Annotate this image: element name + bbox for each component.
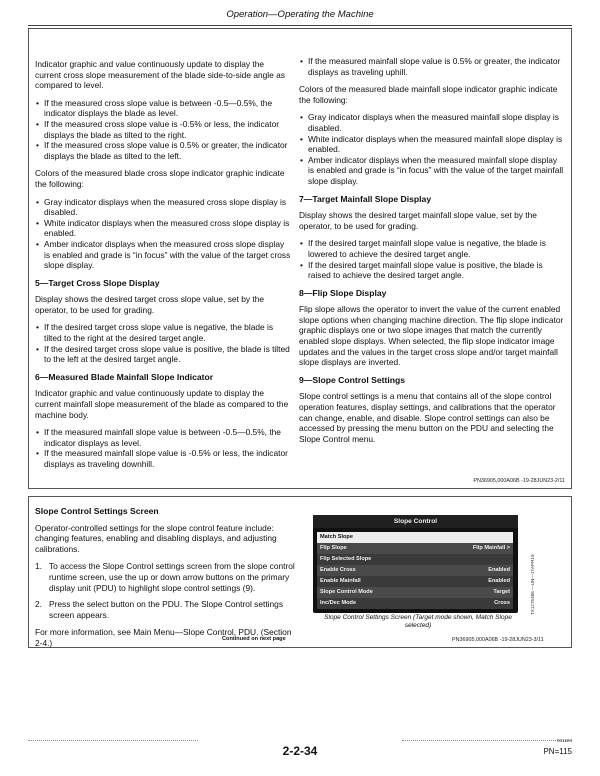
row-label: Match Slope [320, 534, 353, 540]
bullet-list [299, 112, 565, 186]
section-heading: 7—Target Mainfall Slope Display [299, 193, 432, 204]
settings-text-column [35, 506, 300, 656]
screen-row-flip-selected [317, 554, 513, 565]
list-item: • White indicator displays when the measured cross slope display is enabled. [35, 218, 292, 239]
list-item: • If the measured cross slope value is -0.5% or less, the indicator displays the blade as tilted to the right. [35, 119, 292, 140]
step-number: 2. [35, 599, 42, 610]
row-label: Slope Control Mode [320, 589, 373, 595]
list-item: • If the measured cross slope value is 0.5% or greater, the indicator displays the blade as tilted to the left. [35, 140, 292, 161]
list-item: • If the desired target cross slope value is positive, the blade is tilted to the left at the desired target angle. [35, 344, 292, 365]
footer-pn: PN=115 [543, 747, 572, 756]
reference-code: PN36905,000A06B -19-28JUN23-3/11 [452, 637, 544, 643]
paragraph: Operator-controlled settings for the slope control feature include: changing features, enabling and disabling displays, and adjusting calibrations. [35, 522, 277, 554]
left-column [35, 59, 292, 477]
row-value: Cross [494, 600, 510, 606]
screen-row-incdec-mode [317, 598, 513, 609]
row-label: Flip Selected Slope [320, 556, 372, 562]
section-heading: 6—Measured Blade Mainfall Slope Indicator [35, 371, 214, 382]
right-column [299, 56, 565, 451]
paragraph: Colors of the measured blade mainfall slope indicator graphic indicate the following: [299, 84, 558, 105]
footer-rule [402, 740, 572, 741]
row-label: Inc/Dec Mode [320, 600, 357, 606]
list-item: • If the measured mainfall slope value is -0.5% or less, the indicator displays as traveling downhill. [35, 448, 292, 469]
bullet-list [35, 427, 292, 469]
list-item: • If the measured cross slope value is between -0.5—0.5%, the indicator displays the blade as level. [35, 98, 292, 119]
bullet-list [35, 98, 292, 162]
bullet-list [35, 322, 292, 364]
continued-note: Continued on next page [222, 636, 286, 642]
paragraph: For more information, see Main Menu—Slope Control, PDU. (Section 2-4.) [35, 627, 292, 648]
screen-row-control-mode [317, 587, 513, 598]
page-number: 2-2-34 [282, 744, 318, 758]
list-item: • If the measured mainfall slope value is between -0.5—0.5%, the indicator displays as level. [35, 427, 292, 448]
screen-row-enable-mainfall [317, 576, 513, 587]
list-item: • Gray indicator displays when the measured cross slope display is disabled. [35, 197, 292, 218]
slope-control-screen-image [313, 515, 518, 613]
list-item: • If the desired target mainfall slope value is positive, the blade is raised to achieve the desired target angle. [299, 260, 565, 281]
section-heading: 8—Flip Slope Display [299, 287, 387, 298]
list-item: • If the measured mainfall slope value is 0.5% or greater, the indicator displays as traveling uphill. [299, 56, 565, 77]
row-value: Enabled [488, 567, 510, 573]
section-heading: 5—Target Cross Slope Display [35, 277, 160, 288]
screen-title: Slope Control [313, 515, 518, 528]
list-item: • Amber indicator displays when the measured cross slope display is enabled and grade is “in focus” with the value of the target cross slope display. [35, 239, 292, 271]
screen-row-flip-slope [317, 543, 513, 554]
page-header: Operation—Operating the Machine [226, 9, 374, 20]
paragraph: Colors of the measured blade cross slope indicator graphic indicate the following: [35, 168, 285, 189]
step-number: 1. [35, 561, 42, 572]
figure-code: TX1275486 —UN—17APR19 [530, 554, 535, 615]
list-item: • Amber indicator displays when the measured mainfall slope display is enabled and grade is “in focus” with the value of the target mainfall slope display. [299, 155, 565, 187]
section-top [28, 28, 572, 489]
paragraph: Indicator graphic and value continuously update to display the current mainfall slope measurement of the blade as compared to the machine body. [35, 388, 289, 420]
screen-row-match-slope [317, 532, 513, 543]
footer-code: 031224 [556, 738, 572, 743]
section-title: Slope Control Settings Screen [35, 506, 159, 516]
row-label: Flip Slope [320, 545, 347, 551]
row-value: Enabled [488, 578, 510, 584]
header-rule [28, 25, 572, 26]
list-item: • White indicator displays when the measured mainfall slope display is enabled. [299, 134, 565, 155]
list-item: • If the desired target mainfall slope value is negative, the blade is lowered to achieve the desired target angle. [299, 238, 565, 259]
paragraph: Display shows the desired target mainfall slope value, set by the operator, to be used for grading. [299, 210, 537, 231]
bullet-list [35, 197, 292, 271]
section-heading: 9—Slope Control Settings [299, 374, 405, 385]
paragraph: Indicator graphic and value continuously update to display the current cross slope measurement of the blade side-to-side angle as compared to level. [35, 59, 285, 91]
step-text: To access the Slope Control settings screen from the slope control runtime screen, use the up or down arrow buttons on the primary display unit (PDU) to highlight slope control settings (9). [49, 561, 295, 593]
step-item [35, 561, 300, 593]
row-value: Target [493, 589, 510, 595]
paragraph: Flip slope allows the operator to invert the value of the current enabled slope options when changing machine direction. The flip slope indicator graphic displays one or two slope images that match the currently enabled slope displays. When selected, the flip slope indicator image updates and the values in the target cross slope and/or target mainfall slope displays are inverted. [299, 304, 564, 368]
figure-caption: Slope Control Settings Screen (Target mode shown, Match Slope selected) [324, 614, 512, 629]
screen-row-enable-cross [317, 565, 513, 576]
reference-code: PN36905,000A06B -19-28JUN23-2/11 [473, 478, 565, 484]
row-label: Enable Mainfall [320, 578, 361, 584]
list-item: • Gray indicator displays when the measured mainfall slope display is disabled. [299, 112, 565, 133]
row-value: Flip Mainfall > [472, 545, 510, 551]
step-text: Press the select button on the PDU. The Slope Control settings screen appears. [49, 599, 284, 620]
step-item [35, 599, 300, 620]
footer-rule [28, 740, 198, 741]
bullet-list [299, 56, 565, 77]
paragraph: Slope control settings is a menu that contains all of the slope control operation features, display settings, and calibrations that the operator can change, enable, and disable. Slope control settings can also be accessed by pressing the menu button on the PDU and selecting the Slope Control menu. [299, 391, 556, 444]
steps-list [35, 561, 300, 620]
bullet-list [299, 238, 565, 280]
list-item: • If the desired target cross slope value is negative, the blade is tilted to the right at the desired target angle. [35, 322, 292, 343]
row-label: Enable Cross [320, 567, 356, 573]
paragraph: Display shows the desired target cross slope value, set by the operator, to be used for grading. [35, 294, 265, 315]
